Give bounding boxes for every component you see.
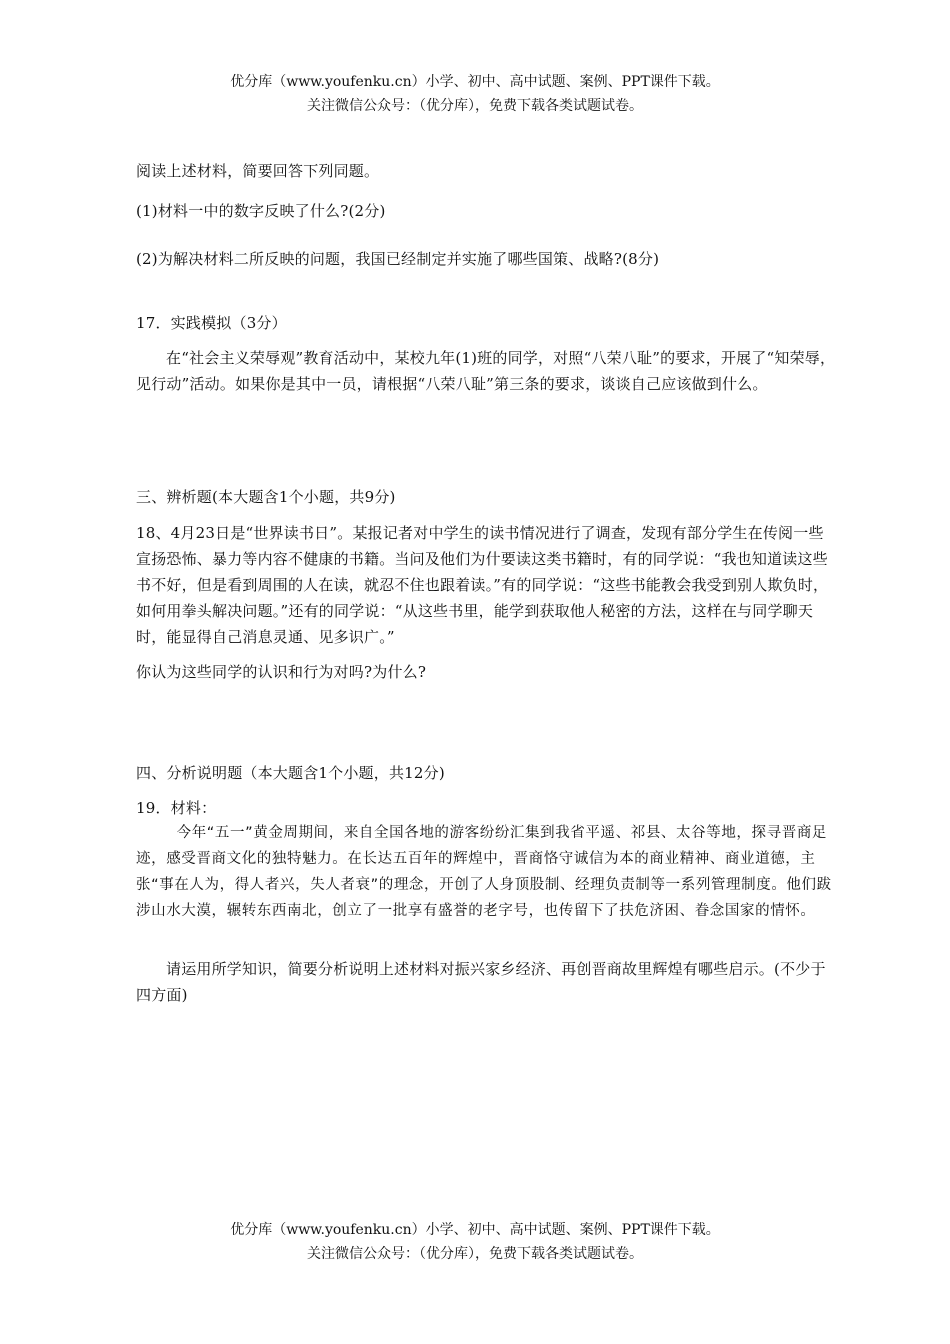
- q19-question-text: 请运用所学知识，简要分析说明上述材料对振兴家乡经济、再创晋商故里辉煌有哪些启示。(不少于四方面): [136, 960, 826, 1004]
- q19-material-text: 今年“五一”黄金周期间，来自全国各地的游客纷纷汇集到我省平遥、祁县、太谷等地，探寻晋商足迹，感受晋商文化的独特魅力。在长达五百年的辉煌中，晋商恪守诚信为本的商业精神、商业道德，主张“事在人为，得人者兴，失人者衰”的理念，开创了人身顶股制、经理负责制等一系列管理制度。他们跋涉山水大漠，辗转东西南北，创立了一批享有盛誉的老字号，也传留下了扶危济困、眷念国家的情怀。: [136, 825, 832, 919]
- q16-intro: 阅读上述材料，简要回答下列同题。: [136, 162, 380, 180]
- footer-line-1: 优分库（www.youfenku.cn）小学、初中、高中试题、案例、PPT课件下载。: [230, 1222, 720, 1238]
- q18-body: 18、4月23日是“世界读书日”。某报记者对中学生的读书情况进行了调查，发现有部分学生在传阅一些宣扬恐怖、暴力等内容不健康的书籍。当问及他们为什要读这类书籍时，有的同学说：“我也知道读这些书不好，但是看到周围的人在读，就忍不住也跟着读。”有的同学说：“这些书能教会我受到别人欺负时，如何用拳头解决问题。”还有的同学说：“从这些书里，能学到获取他人秘密的方法，这样在与同学聊天时，能显得自己消息灵通、见多识广。”: [136, 524, 829, 646]
- section3-title: 三、辨析题(本大题含1个小题，共9分): [136, 488, 396, 506]
- q19-label: 19．材料：: [136, 799, 217, 817]
- q16-sub1: (1)材料一中的数字反映了什么?(2分): [136, 202, 386, 220]
- header-line-2: 关注微信公众号：（优分库），免费下载各类试题试卷。: [307, 98, 643, 114]
- page-footer: [0, 1218, 950, 1266]
- header-line-1: 优分库（www.youfenku.cn）小学、初中、高中试题、案例、PPT课件下载。: [230, 74, 720, 90]
- page-header: [0, 70, 950, 118]
- section4-title: 四、分析说明题（本大题含1个小题，共12分): [136, 764, 445, 782]
- footer-line-2: 关注微信公众号：（优分库），免费下载各类试题试卷。: [307, 1246, 643, 1262]
- q19-question: [136, 956, 836, 1008]
- q17-body-text: 在“社会主义荣辱观”教育活动中，某校九年(1)班的同学，对照“八荣八耻”的要求，开展了“知荣辱，见行动”活动。如果你是其中一员，请根据“八荣八耻”第三条的要求，谈谈自己应该做到什么。: [136, 349, 836, 393]
- q16-sub2: (2)为解决材料二所反映的问题，我国已经制定并实施了哪些国策、战略?(8分): [136, 250, 660, 268]
- q18-question: 你认为这些同学的认识和行为对吗?为什么?: [136, 663, 427, 681]
- q19-material: [136, 820, 836, 924]
- q17-body: [136, 345, 836, 397]
- q17-title: 17．实践模拟（3分）: [136, 314, 287, 332]
